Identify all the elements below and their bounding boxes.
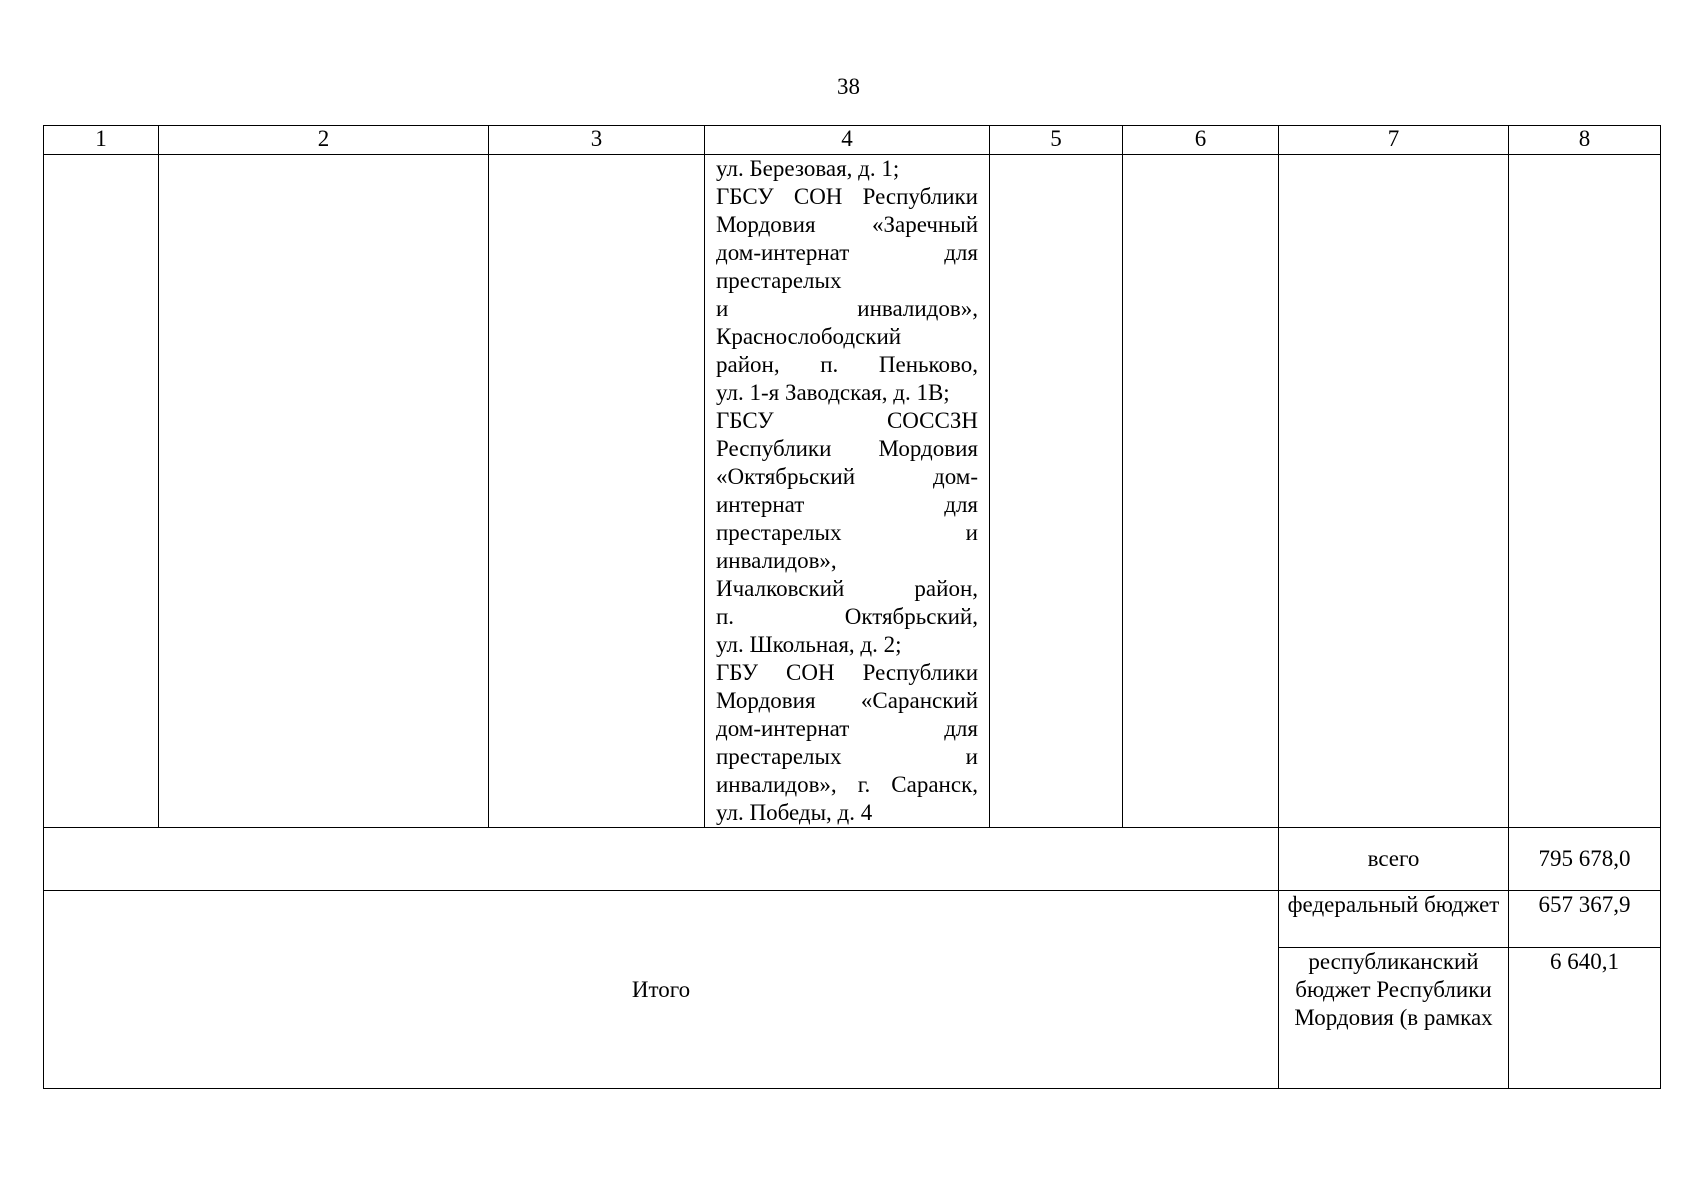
column-header-3: 3 — [489, 126, 705, 155]
address-line: «Октябрьский дом- — [716, 464, 978, 489]
total-value: 795 678,0 — [1509, 828, 1661, 891]
page-number: 38 — [837, 74, 860, 99]
address-line: ГБСУ СОССЗН — [716, 408, 978, 433]
column-header-7: 7 — [1279, 126, 1509, 155]
address-line: ГБУ СОН Республики — [716, 660, 978, 685]
address-line: ул. Победы, д. 4 — [716, 800, 873, 825]
address-line: район, п. Пеньково, — [716, 352, 978, 377]
address-line: и инвалидов», — [716, 296, 978, 321]
cell-col-8 — [1509, 155, 1661, 828]
address-line: дом-интернат для — [716, 240, 978, 265]
cell-col-1 — [44, 155, 159, 828]
cell-col-7 — [1279, 155, 1509, 828]
address-line: Мордовия «Заречный — [716, 212, 978, 237]
address-line: дом-интернат для — [716, 716, 978, 741]
cell-col-3 — [489, 155, 705, 828]
cell-col-5 — [990, 155, 1123, 828]
column-header-6: 6 — [1123, 126, 1279, 155]
table-row — [44, 155, 1661, 828]
address-line: инвалидов», г. Саранск, — [716, 772, 978, 797]
column-header-5: 5 — [990, 126, 1123, 155]
address-line: инвалидов», — [716, 548, 837, 573]
total-empty-cell — [44, 828, 1279, 891]
address-line: Краснослободский — [716, 324, 902, 349]
federal-row — [44, 891, 1661, 948]
total-label: всего — [1279, 828, 1509, 891]
address-line: ГБСУ СОН Республики — [716, 184, 978, 209]
address-line: ул. Школьная, д. 2; — [716, 632, 902, 657]
column-header-1: 1 — [44, 126, 159, 155]
total-row — [44, 828, 1661, 891]
republic-budget-value: 6 640,1 — [1509, 948, 1661, 1089]
address-line: ул. Березовая, д. 1; — [716, 156, 900, 181]
column-header-2: 2 — [159, 126, 489, 155]
address-line: интернат для — [716, 492, 978, 517]
federal-budget-value: 657 367,9 — [1509, 891, 1661, 948]
financing-table — [43, 125, 1661, 1089]
address-line: престарелых и — [716, 744, 978, 769]
column-header-8: 8 — [1509, 126, 1661, 155]
address-line: Мордовия «Саранский — [716, 688, 978, 713]
address-line: ул. 1-я Заводская, д. 1В; — [716, 380, 950, 405]
column-header-4: 4 — [705, 126, 990, 155]
address-line: престарелых и — [716, 520, 978, 545]
republic-budget-label: республиканский бюджет Республики Мордовия (в рамках — [1279, 948, 1509, 1089]
itogo-label: Итого — [44, 891, 1279, 1089]
cell-col-6 — [1123, 155, 1279, 828]
address-cell — [705, 155, 990, 828]
address-line: Республики Мордовия — [716, 436, 978, 461]
address-line: престарелых — [716, 268, 842, 293]
cell-col-2 — [159, 155, 489, 828]
address-line: Ичалковский район, — [716, 576, 978, 601]
table-header-row — [44, 126, 1661, 155]
address-line: п. Октябрьский, — [716, 604, 978, 629]
federal-budget-label: федеральный бюджет — [1279, 891, 1509, 948]
